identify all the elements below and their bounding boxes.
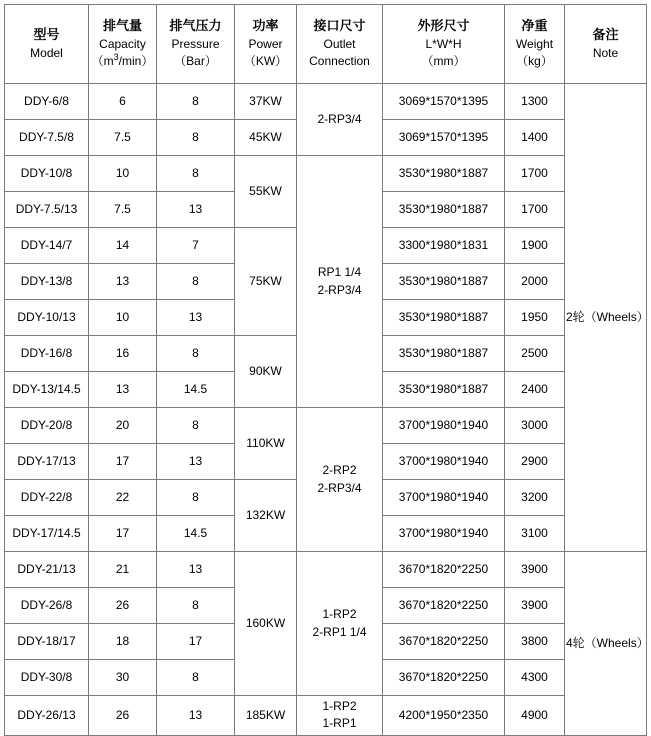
cell-capacity: 16 [89, 336, 157, 372]
cell-weight: 2400 [505, 372, 565, 408]
cell-model: DDY-7.5/8 [5, 120, 89, 156]
column-header-dimension: 外形尺寸 L*W*H （mm） [383, 5, 505, 84]
cell-model: DDY-20/8 [5, 408, 89, 444]
cell-model: DDY-7.5/13 [5, 192, 89, 228]
cell-power: 55KW [235, 156, 297, 228]
cell-model: DDY-21/13 [5, 552, 89, 588]
cell-capacity: 14 [89, 228, 157, 264]
cell-capacity: 13 [89, 372, 157, 408]
cell-capacity: 20 [89, 408, 157, 444]
outlet-line: 1-RP2 [322, 699, 357, 713]
cell-dimension: 3700*1980*1940 [383, 408, 505, 444]
column-header-power: 功率 Power （KW） [235, 5, 297, 84]
cell-power: 45KW [235, 120, 297, 156]
cell-capacity: 10 [89, 156, 157, 192]
cell-weight: 1700 [505, 192, 565, 228]
cell-model: DDY-10/13 [5, 300, 89, 336]
cell-model: DDY-22/8 [5, 480, 89, 516]
cell-weight: 1950 [505, 300, 565, 336]
column-header-weight: 净重 Weight （kg） [505, 5, 565, 84]
table-row [5, 84, 647, 120]
cell-weight: 2500 [505, 336, 565, 372]
cell-model: DDY-6/8 [5, 84, 89, 120]
column-header-capacity: 排气量 Capacity $(m^3/\min)$ [89, 5, 157, 84]
cell-dimension: 3700*1980*1940 [383, 480, 505, 516]
cell-dimension: 3530*1980*1887 [383, 372, 505, 408]
cell-dimension: 3670*1820*2250 [383, 552, 505, 588]
cell-weight: 3000 [505, 408, 565, 444]
cell-model: DDY-17/14.5 [5, 516, 89, 552]
cell-power: 110KW [235, 408, 297, 480]
cell-outlet-connection [297, 84, 383, 156]
cell-capacity: 17 [89, 516, 157, 552]
cell-dimension: 3670*1820*2250 [383, 660, 505, 696]
cell-dimension: 3700*1980*1940 [383, 516, 505, 552]
cell-dimension: 3670*1820*2250 [383, 624, 505, 660]
cell-weight: 3200 [505, 480, 565, 516]
outlet-line: RP1 1/4 [317, 265, 362, 280]
cell-model: DDY-14/7 [5, 228, 89, 264]
cell-power: 90KW [235, 336, 297, 408]
cell-capacity: 30 [89, 660, 157, 696]
cell-capacity: 7.5 [89, 192, 157, 228]
cell-power: 75KW [235, 228, 297, 336]
column-header-pressure: 排气压力 Pressure （Bar） [157, 5, 235, 84]
table-header [5, 5, 647, 84]
cell-note: 2轮（Wheels） [565, 84, 647, 552]
outlet-line: 2-RP3/4 [317, 111, 362, 126]
cell-pressure: 14.5 [157, 372, 235, 408]
cell-weight: 2900 [505, 444, 565, 480]
cell-pressure: 8 [157, 408, 235, 444]
cell-dimension: 3530*1980*1887 [383, 264, 505, 300]
cell-dimension: 3530*1980*1887 [383, 336, 505, 372]
cell-dimension: 3300*1980*1831 [383, 228, 505, 264]
outlet-line: 1-RP1 [322, 716, 357, 731]
table-row [5, 408, 647, 444]
cell-pressure: 8 [157, 264, 235, 300]
cell-model: DDY-17/13 [5, 444, 89, 480]
cell-pressure: 13 [157, 300, 235, 336]
cell-power: 185KW [235, 696, 297, 736]
cell-dimension: 3530*1980*1887 [383, 300, 505, 336]
cell-weight: 3900 [505, 588, 565, 624]
cell-dimension: 3670*1820*2250 [383, 588, 505, 624]
cell-dimension: 3700*1980*1940 [383, 444, 505, 480]
cell-dimension: 3069*1570*1395 [383, 120, 505, 156]
cell-dimension: 3069*1570*1395 [383, 84, 505, 120]
cell-model: DDY-26/13 [5, 696, 89, 736]
cell-pressure: 8 [157, 588, 235, 624]
cell-pressure: 17 [157, 624, 235, 660]
cell-capacity: 6 [89, 84, 157, 120]
cell-power: 160KW [235, 552, 297, 696]
cell-outlet-connection [297, 408, 383, 552]
column-header-note: 备注 Note [565, 5, 647, 84]
cell-model: DDY-30/8 [5, 660, 89, 696]
cell-pressure: 13 [157, 444, 235, 480]
cell-capacity: 18 [89, 624, 157, 660]
cell-model: DDY-10/8 [5, 156, 89, 192]
cell-note: 4轮（Wheels） [565, 552, 647, 736]
cell-pressure: 8 [157, 156, 235, 192]
cell-weight: 3100 [505, 516, 565, 552]
outlet-line: 2-RP2 [322, 463, 357, 478]
cell-pressure: 8 [157, 84, 235, 120]
cell-weight: 4300 [505, 660, 565, 696]
outlet-line: 2-RP1 1/4 [312, 624, 367, 639]
cell-outlet-connection [297, 552, 383, 696]
cell-capacity: 10 [89, 300, 157, 336]
outlet-line: 2-RP3/4 [317, 480, 362, 495]
cell-weight: 1400 [505, 120, 565, 156]
cell-pressure: 13 [157, 192, 235, 228]
cell-weight: 1700 [505, 156, 565, 192]
cell-capacity: 13 [89, 264, 157, 300]
cell-weight: 1900 [505, 228, 565, 264]
cell-model: DDY-13/8 [5, 264, 89, 300]
capacity-unit: $(m^3/\min)$ [91, 52, 154, 69]
column-header-model: 型号 Model [5, 5, 89, 84]
cell-capacity: 26 [89, 696, 157, 736]
table-row [5, 696, 647, 736]
cell-power: 37KW [235, 84, 297, 120]
cell-pressure: 8 [157, 336, 235, 372]
cell-outlet-connection [297, 156, 383, 408]
cell-model: DDY-26/8 [5, 588, 89, 624]
outlet-line: 2-RP3/4 [317, 282, 362, 297]
cell-weight: 2000 [505, 264, 565, 300]
outlet-line: 1-RP2 [322, 607, 357, 622]
cell-capacity: 21 [89, 552, 157, 588]
cell-model: DDY-13/14.5 [5, 372, 89, 408]
cell-capacity: 17 [89, 444, 157, 480]
cell-weight: 3900 [505, 552, 565, 588]
cell-model: DDY-18/17 [5, 624, 89, 660]
header-row [5, 5, 647, 84]
cell-capacity: 22 [89, 480, 157, 516]
cell-dimension: 4200*1950*2350 [383, 696, 505, 736]
cell-pressure: 8 [157, 120, 235, 156]
table-body [5, 84, 647, 736]
cell-dimension: 3530*1980*1887 [383, 192, 505, 228]
cell-pressure: 14.5 [157, 516, 235, 552]
cell-weight: 3800 [505, 624, 565, 660]
column-header-outlet-connection: 接口尺寸 Outlet Connection [297, 5, 383, 84]
cell-pressure: 8 [157, 480, 235, 516]
table-row [5, 156, 647, 192]
cell-capacity: 26 [89, 588, 157, 624]
cell-pressure: 7 [157, 228, 235, 264]
specification-table [4, 4, 647, 736]
cell-model: DDY-16/8 [5, 336, 89, 372]
cell-weight: 1300 [505, 84, 565, 120]
cell-weight: 4900 [505, 696, 565, 736]
cell-capacity: 7.5 [89, 120, 157, 156]
cell-pressure: 8 [157, 660, 235, 696]
cell-outlet-connection [297, 696, 383, 736]
cell-pressure: 13 [157, 552, 235, 588]
cell-power: 132KW [235, 480, 297, 552]
table-row [5, 552, 647, 588]
cell-pressure: 13 [157, 696, 235, 736]
cell-dimension: 3530*1980*1887 [383, 156, 505, 192]
